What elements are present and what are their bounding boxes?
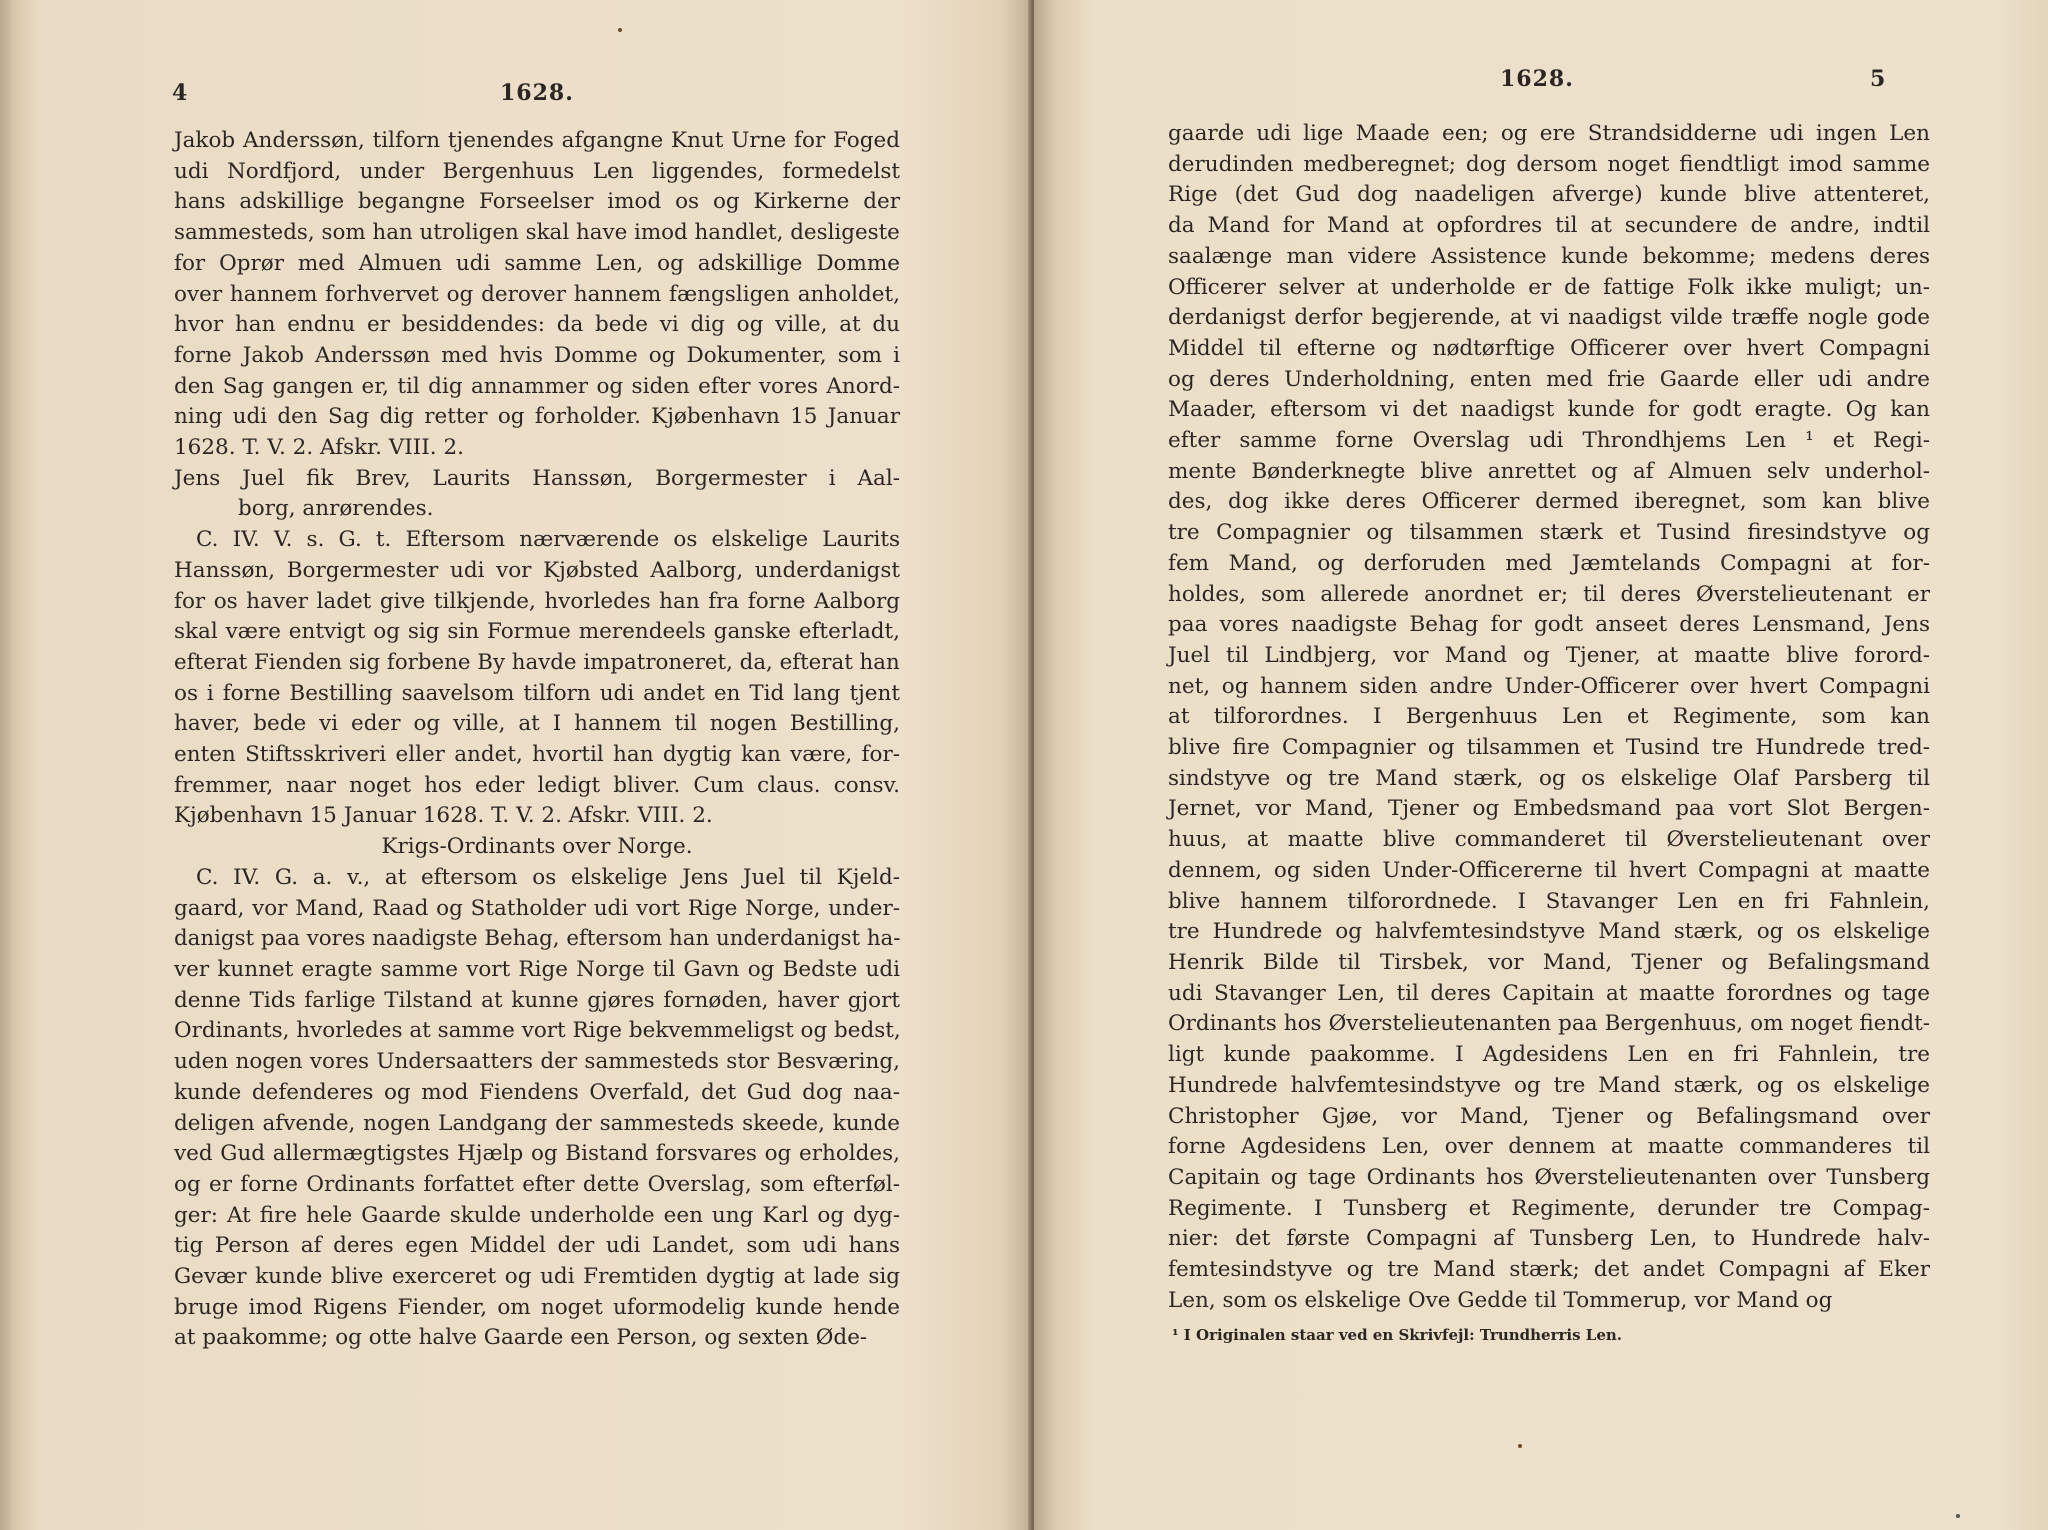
text-line: ver kunnet eragte samme vort Rige Norge til Gavn og Bedste udi	[174, 956, 900, 982]
text-line: huus, at maatte blive commanderet til Øverstelieutenant over	[1168, 827, 1930, 853]
text-line: Krigs-Ordinants over Norge.	[381, 834, 693, 860]
text-line: at paakomme; og otte halve Gaarde een Person, og sexten Øde-	[174, 1325, 868, 1351]
text-line: borg, anrørendes.	[238, 496, 434, 522]
right-running-head: 1628.	[1500, 66, 1574, 92]
text-line: gaard, vor Mand, Raad og Statholder udi vort Rige Norge, under-	[174, 895, 900, 921]
text-line: derdanigst derfor begjerende, at vi naadigst vilde træffe nogle gode	[1168, 305, 1930, 331]
text-line: saalænge man videre Assistence kunde bekomme; medens deres	[1168, 243, 1930, 269]
text-line: Jens Juel fik Brev, Laurits Hanssøn, Borgermester i Aal-	[174, 465, 900, 491]
right-body-text	[1168, 119, 1930, 1316]
text-line: tre Compagnier og tilsammen stærk et Tusind firesindstyve og	[1168, 520, 1930, 546]
text-line: ning udi den Sag dig retter og forholder. Kjøbenhavn 15 Januar	[174, 404, 900, 430]
text-line: fremmer, naar noget hos eder ledigt bliver. Cum claus. consv.	[174, 772, 900, 798]
text-line: Ordinants, hvorledes at samme vort Rige bekvemmeligst og bedst,	[174, 1018, 901, 1044]
left-page-number: 4	[172, 80, 189, 106]
paper-speck	[1518, 1444, 1522, 1448]
text-line: net, og hannem siden andre Under-Officerer over hvert Compagni	[1168, 673, 1930, 699]
text-line: uden nogen vores Undersaatters der sammesteds stor Besværing,	[174, 1049, 900, 1075]
paper-speck	[618, 28, 622, 32]
text-line: Rige (det Gud dog naadeligen afverge) kunde blive attenteret,	[1168, 182, 1930, 208]
text-line: enten Stiftsskriveri eller andet, hvortil han dygtig kan være, for-	[174, 742, 900, 768]
text-line: danigst paa vores naadigste Behag, eftersom han underdanigst ha-	[174, 926, 901, 952]
text-line: Officerer selver at underholde er de fattige Folk ikke muligt; un-	[1168, 274, 1930, 300]
text-line: denne Tids farlige Tilstand at kunne gjøres fornøden, haver gjort	[174, 987, 900, 1013]
text-line: os i forne Bestilling saavelsom tilforn udi andet en Tid lang tjent	[174, 680, 900, 706]
paper-speck	[1956, 1514, 1960, 1518]
text-line: tre Hundrede og halvfemtesindstyve Mand stærk, og os elskelige	[1168, 919, 1930, 945]
text-line: sammesteds, som han utroligen skal have imod handlet, desligeste	[174, 220, 900, 246]
text-line: C. IV. V. s. G. t. Eftersom nærværende os elskelige Laurits	[196, 527, 900, 553]
text-line: Capitain og tage Ordinants hos Øverstelieutenanten over Tunsberg	[1168, 1164, 1930, 1190]
text-line: den Sag gangen er, til dig annammer og siden efter vores Anord-	[174, 373, 900, 399]
text-line: gaarde udi lige Maade een; og ere Strandsidderne udi ingen Len	[1168, 121, 1930, 146]
left-body-text	[174, 126, 900, 1354]
footnote: ¹ I Originalen staar ved en Skrivfejl: Trundherris Len.	[1172, 1326, 1622, 1344]
text-line: femtesindstyve og tre Mand stærk; det andet Compagni af Eker	[1168, 1257, 1930, 1283]
text-line: paa vores naadigste Behag for godt anseet deres Lensmand, Jens	[1168, 612, 1930, 638]
text-line: 1628. T. V. 2. Afskr. VIII. 2.	[174, 435, 464, 461]
text-line: efterat Fienden sig forbene By havde impatroneret, da, efterat han	[174, 649, 900, 675]
text-line: holdes, som allerede anordnet er; til deres Øverstelieutenant er	[1168, 581, 1930, 607]
text-line: forne Jakob Anderssøn med hvis Domme og Dokumenter, som i	[174, 342, 900, 368]
text-line: Gevær kunde blive exerceret og udi Fremtiden dygtig at lade sig	[174, 1264, 900, 1290]
right-page-number: 5	[1870, 66, 1887, 92]
text-line: hvor han endnu er besiddendes: da bede vi dig og ville, at du	[174, 312, 900, 338]
text-line: Christopher Gjøe, vor Mand, Tjener og Befalingsmand over	[1168, 1103, 1930, 1129]
text-line: derudinden medberegnet; dog dersom noget fiendtligt imod samme	[1168, 151, 1930, 177]
text-line: ved Gud allermægtigstes Hjælp og Bistand forsvares og erholdes,	[174, 1141, 900, 1167]
text-line: skal være entvigt og sig sin Formue merendeels ganske efterladt,	[174, 619, 900, 645]
text-line: Len, som os elskelige Ove Gedde til Tommerup, vor Mand og	[1168, 1287, 1833, 1313]
text-line: blive hannem tilforordnede. I Stavanger Len en fri Fahnlein,	[1168, 888, 1930, 914]
text-line: hans adskillige begangne Forseelser imod os og Kirkerne der	[174, 189, 900, 215]
text-line: over hannem forhvervet og derover hannem fængsligen anholdet,	[174, 281, 900, 307]
text-line: dennem, og siden Under-Officererne til hvert Compagni at maatte	[1168, 857, 1930, 883]
text-line: mente Bønderknegte blive anrettet og af Almuen selv underhol-	[1168, 458, 1930, 484]
text-line: ligt kunde paakomme. I Agdesidens Len en fri Fahnlein, tre	[1168, 1042, 1930, 1068]
text-line: efter samme forne Overslag udi Throndhjems Len ¹ et Regi-	[1168, 428, 1930, 454]
text-line: ger: At fire hele Gaarde skulde underholde een ung Karl og dyg-	[174, 1202, 900, 1228]
text-line: udi Stavanger Len, til deres Capitain at maatte forordnes og tage	[1168, 980, 1930, 1006]
text-line: Maader, eftersom vi det naadigst kunde for godt eragte. Og kan	[1168, 397, 1930, 423]
text-line: bruge imod Rigens Fiender, om noget uformodelig kunde hende	[174, 1294, 900, 1320]
text-line: og er forne Ordinants forfattet efter dette Overslag, som efterføl-	[174, 1171, 900, 1197]
text-line: C. IV. G. a. v., at eftersom os elskelige Jens Juel til Kjeld-	[196, 864, 900, 890]
text-line: sindstyve og tre Mand stærk, og os elskelige Olaf Parsberg til	[1168, 765, 1930, 791]
text-line: Jakob Anderssøn, tilforn tjenendes afgangne Knut Urne for Foged	[174, 128, 900, 153]
text-line: udi Nordfjord, under Bergenhuus Len liggendes, formedelst	[174, 158, 900, 184]
text-line: des, dog ikke deres Officerer dermed iberegnet, som kan blive	[1168, 489, 1930, 515]
text-line: Hundrede halvfemtesindstyve og tre Mand stærk, og os elskelige	[1168, 1072, 1930, 1098]
text-line: forne Agdesidens Len, over dennem at maatte commanderes til	[1168, 1134, 1930, 1160]
right-page	[1034, 0, 2048, 1530]
text-line: fem Mand, og derforuden med Jæmtelands Compagni at for-	[1168, 550, 1930, 576]
text-line: da Mand for Mand at opfordres til at secundere de andre, indtil	[1168, 213, 1930, 239]
text-line: Hanssøn, Borgermester udi vor Kjøbsted Aalborg, underdanigst	[174, 557, 900, 583]
text-line: kunde defenderes og mod Fiendens Overfald, det Gud dog naa-	[174, 1079, 900, 1105]
text-line: Regimente. I Tunsberg et Regimente, derunder tre Compag-	[1168, 1195, 1930, 1221]
text-line: blive fire Compagnier og tilsammen et Tusind tre Hundrede tred-	[1168, 735, 1930, 761]
text-line: Juel til Lindbjerg, vor Mand og Tjener, at maatte blive forord-	[1168, 642, 1930, 668]
text-line: og deres Underholdning, enten med frie Gaarde eller udi andre	[1168, 366, 1930, 392]
text-line: Jernet, vor Mand, Tjener og Embedsmand paa vort Slot Bergen-	[1168, 796, 1930, 822]
text-line: haver, bede vi eder og ville, at I hannem til nogen Bestilling,	[174, 711, 900, 737]
text-line: Middel til efterne og nødtørftige Officerer over hvert Compagni	[1168, 335, 1930, 361]
text-line: for os haver ladet give tilkjende, hvorledes han fra forne Aalborg	[174, 588, 900, 614]
text-line: Kjøbenhavn 15 Januar 1628. T. V. 2. Afskr. VIII. 2.	[174, 803, 713, 829]
text-line: Henrik Bilde til Tirsbek, vor Mand, Tjener og Befalingsmand	[1168, 949, 1930, 975]
left-running-head: 1628.	[500, 80, 574, 106]
text-line: Ordinants hos Øverstelieutenanten paa Bergenhuus, om noget fiendt-	[1168, 1011, 1930, 1037]
text-line: for Oprør med Almuen udi samme Len, og adskillige Domme	[174, 250, 900, 276]
text-line: deligen afvende, nogen Landgang der sammesteds skeede, kunde	[174, 1110, 900, 1136]
text-line: nier: det første Compagni af Tunsberg Len, to Hundrede halv-	[1168, 1226, 1930, 1252]
text-line: at tilforordnes. I Bergenhuus Len et Regimente, som kan	[1168, 704, 1930, 730]
text-line: tig Person af deres egen Middel der udi Landet, som udi hans	[174, 1233, 900, 1259]
